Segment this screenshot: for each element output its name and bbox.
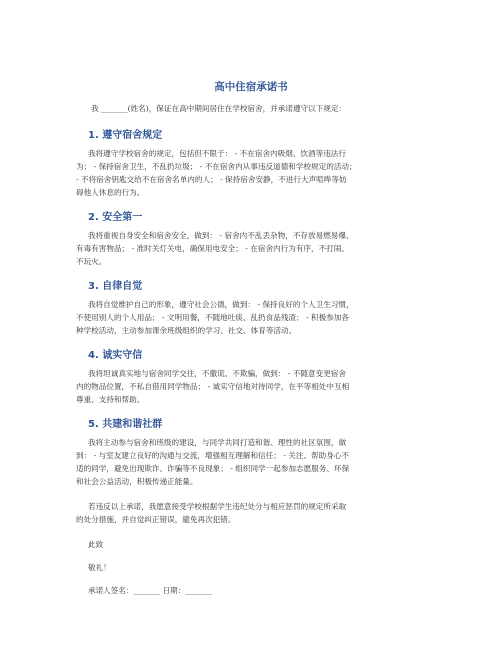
section-3-line: 不使用别人的个人用品； - 文明用餐，不随地吐痰、乱扔食品残渣； - 积极参加各 xyxy=(76,313,349,322)
closing-line: 若违反以上承诺，我愿意接受学校根据学生违纪处分与相应惩罚的规定所采取 xyxy=(88,502,347,511)
section-1-line: 为； - 保持宿舍卫生，不乱扔垃圾； - 不在宿舍内从事违反道德和学校规定的活动； xyxy=(76,162,357,171)
closing-line: 的处分措施，并自觉纠正错误，避免再次犯错。 xyxy=(76,515,236,524)
section-1-line: 我将遵守学校宿舍的规定，包括但不限于： - 不在宿舍内吸烟、饮酒等违法行 xyxy=(88,149,346,158)
section-5-heading: 5. 共建和谐社群 xyxy=(88,419,163,430)
section-2-line: 有毒有害物品； - 准时关灯关电，确保用电安全； - 在宿舍内行为有序，不打闹、 xyxy=(76,244,349,253)
section-2-line: 我将重视自身安全和宿舍安全，做到： - 宿舍内不乱丢杂物，不存放易燃易爆、 xyxy=(88,231,354,240)
section-1-heading: 1. 遵守宿舍规定 xyxy=(88,130,163,141)
section-4-line: 我将坦诚真实地与宿舍同学交往，不撒谎、不欺骗，做到： - 不随意变更宿舍 xyxy=(88,369,346,378)
section-4-heading: 4. 诚实守信 xyxy=(88,350,143,361)
section-5-line: 适的同学，避免出现欺诈、诈骗等不良现象； - 组织同学一起参加志愿服务、环保 xyxy=(76,464,350,473)
section-5-line: 到： - 与室友建立良好的沟通与交流，增强相互理解和信任； - 关注、帮助身心不 xyxy=(76,451,349,460)
section-2-heading: 2. 安全第一 xyxy=(88,212,143,223)
signature-line: 承诺人签名：_______ 日期：_______ xyxy=(88,586,212,595)
section-3-line: 种学校活动，主动参加课余班级组织的学习、社交、体育等活动。 xyxy=(76,326,297,335)
salutation-jing-li: 敬礼！ xyxy=(88,563,111,572)
section-5-line: 我将主动参与宿舍和班级的建设，与同学共同打造和谐、理性的社区氛围，做 xyxy=(88,438,347,447)
salutation-ci-zhi: 此致 xyxy=(88,540,104,549)
section-1-line: - 不将宿舍钥匙交给不在宿舍名单内的人； - 保持宿舍安静，不进行大声喧哗等妨 xyxy=(76,175,347,184)
section-5-line: 和社会公益活动，积极传递正能量。 xyxy=(76,477,198,486)
document-title: 高中住宿承诺书 xyxy=(214,81,288,93)
section-4-line: 尊重、支持和帮助。 xyxy=(76,395,145,404)
section-1-line: 碍他人休息的行为。 xyxy=(76,188,145,197)
intro-text: 我 _______(姓名)，保证在高中期间居住在学校宿舍，并承诺遵守以下规定： xyxy=(91,104,347,113)
section-3-heading: 3. 自律自觉 xyxy=(88,281,143,292)
section-3-line: 我将自觉维护自己的形象，遵守社会公德，做到： - 保持良好的个人卫生习惯， xyxy=(88,300,354,309)
section-4-line: 内的物品位置，不私自借用同学物品； - 诚实守信地对待同学，在平等相处中互相 xyxy=(76,382,350,391)
section-2-line: 不玩火。 xyxy=(76,257,107,266)
